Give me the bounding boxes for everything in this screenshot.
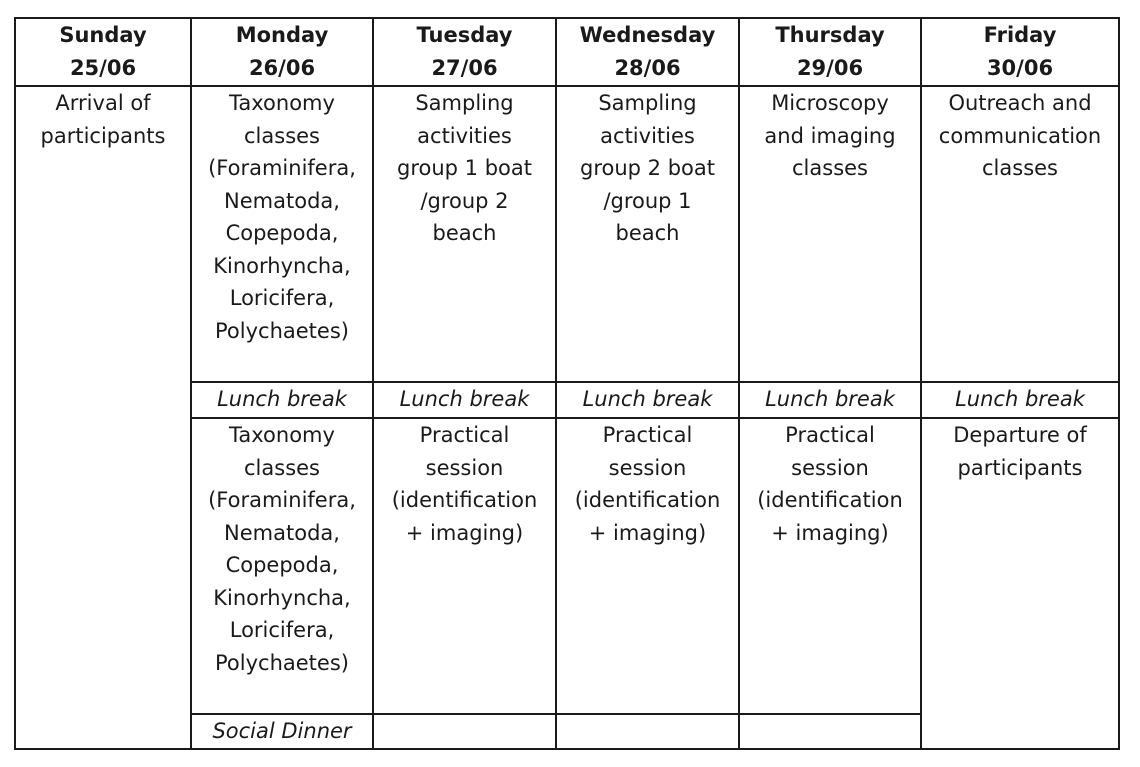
sunday-cell: Arrival of participants <box>15 86 191 749</box>
monday-evening-cell: Social Dinner <box>191 714 373 749</box>
thursday-morning-cell: Microscopy and imaging classes <box>739 86 921 382</box>
tuesday-lunch-cell: Lunch break <box>373 382 556 418</box>
wednesday-morning-cell: Sampling activities group 2 boat /group 1 beach <box>556 86 739 382</box>
day-date: 27/06 <box>431 55 498 80</box>
day-header-friday <box>921 18 1119 86</box>
header-row <box>15 18 1119 86</box>
wednesday-afternoon-cell: Practical session (identification + imaging) <box>556 418 739 714</box>
day-name: Tuesday <box>416 23 513 47</box>
thursday-evening-cell <box>739 714 921 749</box>
day-name: Monday <box>235 23 329 47</box>
wednesday-lunch-cell: Lunch break <box>556 382 739 418</box>
tuesday-morning-cell: Sampling activities group 1 boat /group 2 beach <box>373 86 556 382</box>
tuesday-afternoon-cell: Practical session (identification + imaging) <box>373 418 556 714</box>
monday-afternoon-cell: Taxonomy classes (Foraminifera, Nematoda, Copepoda, Kinorhyncha, Loricifera, Polychaetes) <box>191 418 373 714</box>
friday-lunch-cell: Lunch break <box>921 382 1119 418</box>
day-header-tuesday <box>373 18 556 86</box>
day-name: Sunday <box>59 23 147 47</box>
day-header-thursday <box>739 18 921 86</box>
friday-morning-cell: Outreach and communication classes <box>921 86 1119 382</box>
day-name: Thursday <box>775 23 885 47</box>
thursday-afternoon-cell: Practical session (identification + imaging) <box>739 418 921 714</box>
day-date: 28/06 <box>614 55 681 80</box>
schedule-table <box>14 17 1120 750</box>
day-date: 26/06 <box>248 55 316 80</box>
monday-lunch-cell: Lunch break <box>191 382 373 418</box>
day-header-wednesday <box>556 18 739 86</box>
day-header-sunday <box>15 18 191 86</box>
monday-morning-cell: Taxonomy classes (Foraminifera, Nematoda, Copepoda, Kinorhyncha, Loricifera, Polychaetes) <box>191 86 373 382</box>
day-name: Friday <box>983 23 1057 47</box>
day-date: 30/06 <box>986 55 1054 80</box>
thursday-lunch-cell: Lunch break <box>739 382 921 418</box>
day-header-monday <box>191 18 373 86</box>
wednesday-evening-cell <box>556 714 739 749</box>
day-date: 25/06 <box>69 55 137 80</box>
tuesday-evening-cell <box>373 714 556 749</box>
friday-afternoon-cell: Departure of participants <box>921 418 1119 749</box>
day-name: Wednesday <box>579 23 716 47</box>
morning-row <box>15 86 1119 382</box>
day-date: 29/06 <box>796 55 864 80</box>
